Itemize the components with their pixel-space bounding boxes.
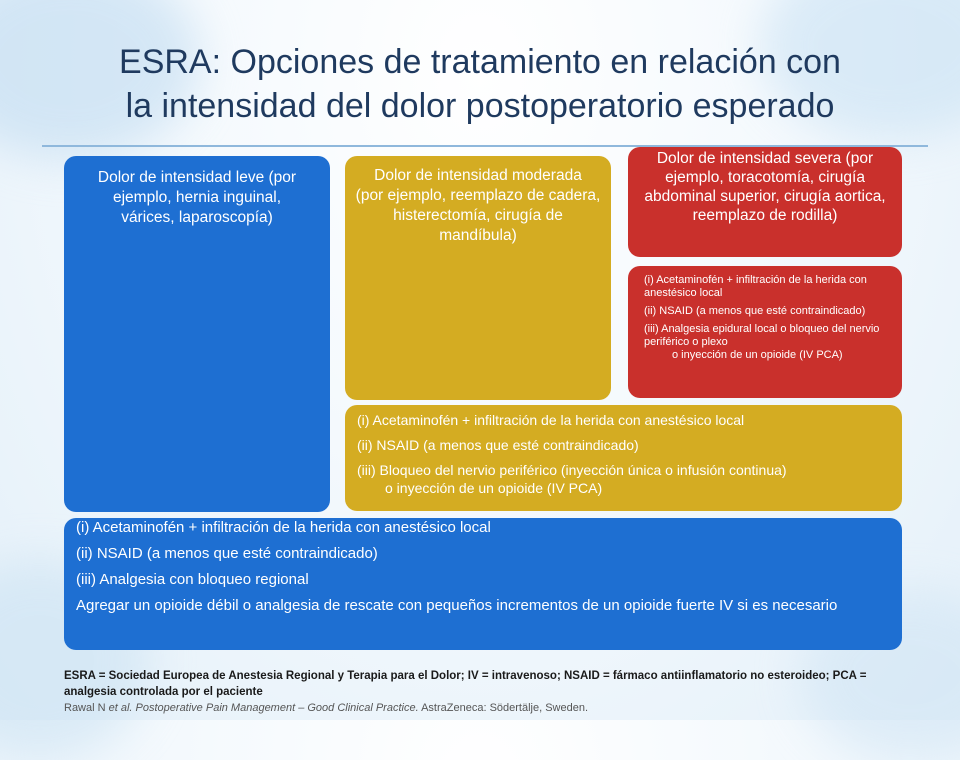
slide-title-line2: la intensidad del dolor postoperatorio esperado xyxy=(125,87,835,125)
moderate-treatment-item: o inyección de un opioide (IV PCA) xyxy=(385,480,603,496)
severe-treatment-box xyxy=(628,266,902,398)
citation-etal: et al. xyxy=(108,702,133,714)
slide-title xyxy=(20,40,940,128)
abbreviations-note xyxy=(64,668,904,700)
moderate-treatment-item: (ii) NSAID (a menos que esté contraindicado) xyxy=(357,437,639,453)
severe-treatment-item: (i) Acetaminofén + infiltración de la herida con anestésico local xyxy=(644,274,867,299)
mild-pain-box xyxy=(64,156,330,512)
footnote xyxy=(64,668,904,716)
citation xyxy=(64,700,904,716)
moderate-pain-header-examples: (por ejemplo, reemplazo de cadera, histerectomía, cirugía de mandíbula) xyxy=(355,187,601,244)
severe-treatment-item: o inyección de un opioide (IV PCA) xyxy=(672,349,843,361)
slide-title-line1: ESRA: Opciones de tratamiento en relación con xyxy=(119,43,841,81)
common-treatment-item: (iii) Analgesia con bloqueo regional xyxy=(76,571,309,588)
moderate-pain-header-title: Dolor de intensidad moderada xyxy=(374,167,582,184)
moderate-pain-header xyxy=(355,166,601,246)
abbreviations-text: ESRA = Sociedad Europea de Anestesia Regional y Terapia para el Dolor; IV = intravenoso; NSAID = fármaco antiinflamatorio no esteroideo; PCA = analgesia controlada por el paciente xyxy=(64,670,867,698)
moderate-treatment-item: (iii) Bloqueo del nervio periférico (inyección única o infusión continua) xyxy=(357,462,787,478)
severe-treatment-item: (ii) NSAID (a menos que esté contraindicado) xyxy=(644,305,866,317)
common-treatment-item: (i) Acetaminofén + infiltración de la herida con anestésico local xyxy=(76,519,491,536)
moderate-treatment-box xyxy=(345,405,902,511)
severe-treatment-item: (iii) Analgesia epidural local o bloqueo del nervio periférico o plexo xyxy=(644,323,880,348)
severe-pain-header: Dolor de intensidad severa (por ejemplo, toracotomía, cirugía abdominal superior, cirugía aortica, reemplazo de rodilla) xyxy=(644,150,886,224)
mild-pain-header: Dolor de intensidad leve (por ejemplo, hernia inguinal, várices, laparoscopía) xyxy=(97,169,297,226)
common-treatment-item: (ii) NSAID (a menos que esté contraindicado) xyxy=(76,545,378,562)
moderate-treatment-item: (i) Acetaminofén + infiltración de la herida con anestésico local xyxy=(357,412,745,428)
citation-author: Rawal N xyxy=(64,702,109,714)
citation-publisher: AstraZeneca: Södertälje, Sweden. xyxy=(418,702,589,714)
moderate-pain-box xyxy=(345,156,611,400)
common-treatment-item: Agregar un opioide débil o analgesia de rescate con pequeños incrementos de un opioide fuerte IV si es necesario xyxy=(76,597,838,614)
severe-pain-box xyxy=(628,147,902,257)
citation-title: Postoperative Pain Management – Good Clinical Practice. xyxy=(132,702,419,714)
common-treatment-box xyxy=(64,518,902,650)
